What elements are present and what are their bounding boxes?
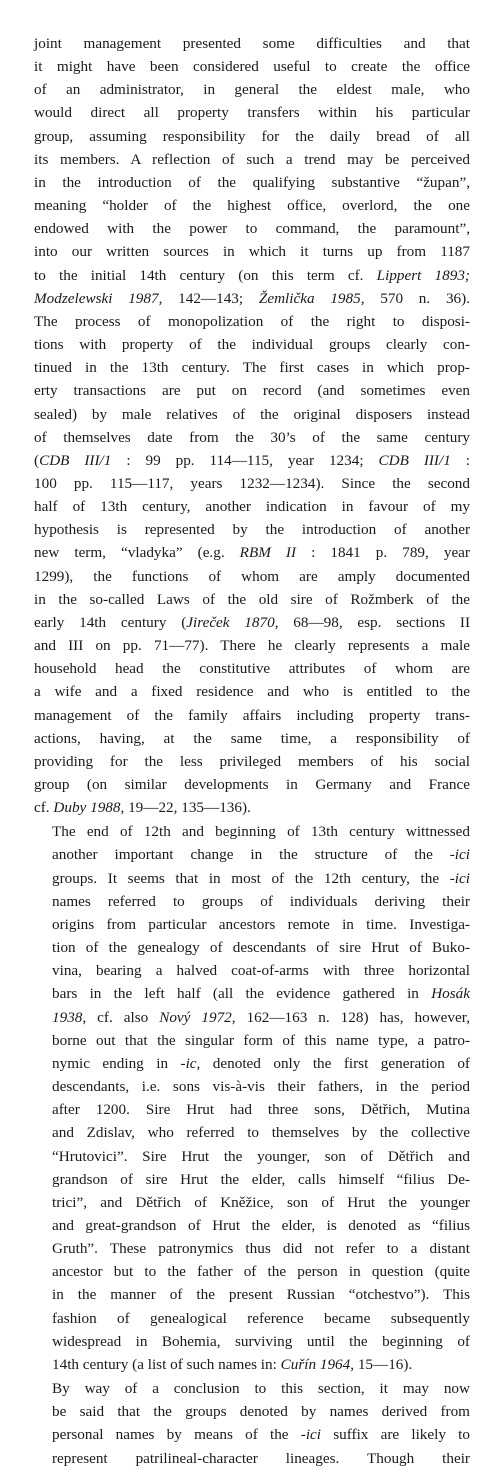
paragraph-1 xyxy=(34,32,470,819)
text-line: “Hrutovici”. Sire Hrut the younger, son of Dětřich and xyxy=(52,1147,470,1165)
text-line: 1299), the functions of whom are amply documented xyxy=(34,567,470,585)
text-line: The process of monopolization of the right to disposi- xyxy=(34,312,470,330)
text-line: after 1200. Sire Hrut had three sons, Dětřich, Mutina xyxy=(52,1101,470,1119)
text-line: of themselves date from the 30’s of the same century xyxy=(34,428,470,446)
text-line: 1938, cf. also Nový 1972, 162—163 n. 128) has, however, xyxy=(52,1008,471,1026)
text-line: half of 13th century, another indication in favour of my xyxy=(34,498,470,516)
text-line: new term, “vladyka” (e.g. RBM II : 1841 p. 789, year xyxy=(34,544,470,562)
text-line: cf. Duby 1988, 19—22, 135—136). xyxy=(34,799,251,817)
text-line: providing for the less privileged members of his social xyxy=(34,752,470,770)
text-line: personal names by means of the -ici suffix are likely to xyxy=(52,1426,470,1444)
text-line: joint management presented some difficulties and that xyxy=(34,35,470,52)
text-line: Modzelewski 1987, 142—143; Žemlička 1985, 570 n. 36). xyxy=(34,289,470,307)
text-line: The end of 12th and beginning of 13th century wittnessed xyxy=(52,823,470,841)
text-line: of an administrator, in general the eldest male, who xyxy=(34,81,470,99)
text-line: meaning “holder of the highest office, overlord, the one xyxy=(34,197,470,215)
text-line: its members. A reflection of such a trend may be perceived xyxy=(34,150,470,168)
text-line: bars in the left half (all the evidence gathered in Hosák xyxy=(52,985,470,1003)
text-line: trici”, and Dětřich of Kněžice, son of Hrut the younger xyxy=(52,1193,470,1211)
text-line: origins from particular ancestors remote in time. Investiga- xyxy=(52,915,470,933)
text-line: sealed) by male relatives of the original disposers instead xyxy=(34,405,470,423)
text-line: another important change in the structure of the -ici xyxy=(52,846,470,864)
text-line: grandson of sire Hrut the elder, calls himself “filius De- xyxy=(52,1170,470,1188)
text-line: and Zdislav, who referred to themselves by the collective xyxy=(52,1124,470,1142)
text-line: ancestor but to the father of the person in question (quite xyxy=(52,1263,470,1281)
text-line: household head the constitutive attributes of whom are xyxy=(34,660,470,678)
text-line: groups. It seems that in most of the 12th century, the -ici xyxy=(52,869,470,887)
text-line: tions with property of the individual groups clearly con- xyxy=(34,336,470,354)
text-line: By way of a conclusion to this section, it may now xyxy=(52,1380,470,1398)
text-line: it might have been considered useful to create the office xyxy=(34,58,470,76)
text-line: and great-grandson of Hrut the elder, is denoted as “filius xyxy=(52,1216,470,1234)
text-line: to the initial 14th century (on this term cf. Lippert 1893; xyxy=(34,266,470,284)
text-line: nymic ending in -ic, denoted only the first generation of xyxy=(52,1054,470,1072)
text-line: management of the family affairs including property trans- xyxy=(34,706,470,724)
text-line: tinued in the 13th century. The first cases in which prop- xyxy=(34,359,470,377)
text-line: widespread in Bohemia, surviving until the beginning of xyxy=(52,1332,470,1350)
text-line: in the introduction of the qualifying substantive “župan”, xyxy=(34,173,470,191)
text-line: tion of the genealogy of descendants of sire Hrut of Buko- xyxy=(52,939,470,957)
text-line: 14th century (a list of such names in: Cuřín 1964, 15—16). xyxy=(52,1355,413,1373)
text-line: group (on similar developments in Germany and France xyxy=(34,776,470,793)
text-line: erty transactions are put on record (and sometimes even xyxy=(34,382,470,400)
text-line: a wife and a fixed residence and who is entitled to the xyxy=(34,683,470,701)
text-line: be said that the groups denoted by names derived from xyxy=(52,1403,470,1421)
text-line: in the manner of the present Russian “otchestvo”). This xyxy=(52,1286,470,1304)
text-line: represent patrilineal-character lineages. Though their xyxy=(52,1449,470,1467)
text-line: would direct all property transfers within his particular xyxy=(34,104,470,122)
text-line: in the so-called Laws of the old sire of Rožmberk of the xyxy=(34,590,470,608)
text-line: names referred to groups of individuals deriving their xyxy=(52,892,470,910)
text-line: vina, bearing a halved coat-of-arms with three horizontal xyxy=(52,962,470,980)
text-line: fashion of genealogical reference became subsequently xyxy=(52,1309,470,1327)
text-line: endowed with the power to command, the paramount”, xyxy=(34,220,470,238)
text-line: descendants, i.e. sons vis-à-vis their fathers, in the period xyxy=(52,1078,470,1096)
text-line: 100 pp. 115—117, years 1232—1234). Since the second xyxy=(34,474,470,492)
text-line: into our written sources in which it turns up from 1187 xyxy=(34,243,470,261)
text-line: Gruth”. These patronymics thus did not refer to a distant xyxy=(52,1240,470,1258)
text-line: group, assuming responsibility for the daily bread of all xyxy=(34,127,470,145)
paragraph-3 xyxy=(34,1377,470,1470)
text-line: early 14th century (Jireček 1870, 68—98, esp. sections II xyxy=(34,613,471,631)
text-line: borne out that the singular form of this name type, a patro- xyxy=(52,1031,470,1049)
text-line: (CDB III/1 : 99 pp. 114—115, year 1234; CDB III/1 : xyxy=(34,451,470,469)
text-line: hypothesis is represented by the introduction of another xyxy=(34,521,470,539)
text-line: actions, having, at the same time, a responsibility of xyxy=(34,729,470,747)
text-line: and III on pp. 71—77). There he clearly represents a male xyxy=(34,637,470,655)
paragraph-2 xyxy=(34,820,470,1376)
